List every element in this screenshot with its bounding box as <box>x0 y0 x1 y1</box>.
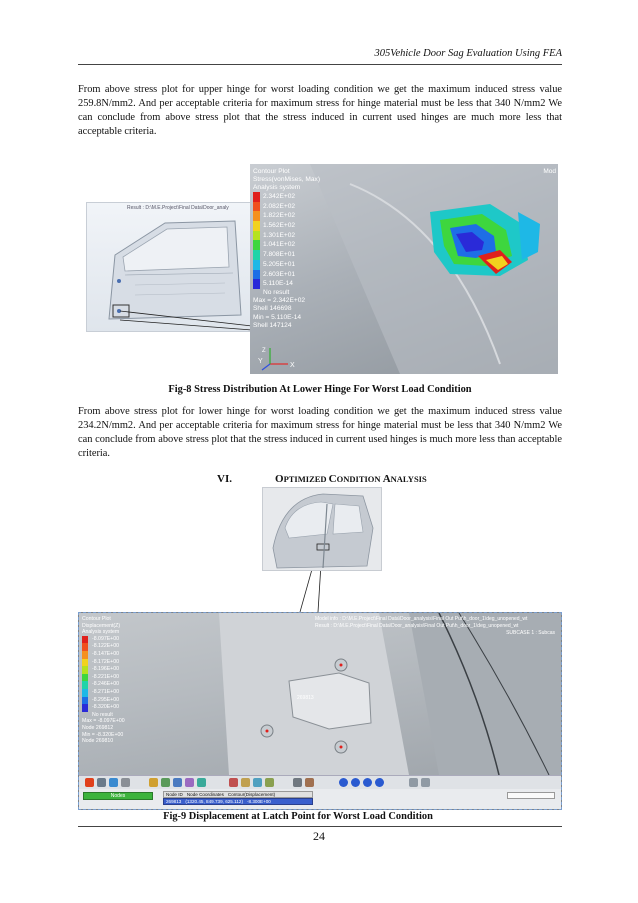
legend-level: 1.562E+02 <box>253 221 320 231</box>
legend-level: 2.082E+02 <box>253 202 320 212</box>
query-panel <box>79 789 561 810</box>
figure8-stress-contour <box>250 164 558 374</box>
legend-stat: Shell 146698 <box>253 305 292 313</box>
latch-contour-image <box>79 613 561 775</box>
query-options-field[interactable] <box>507 792 555 799</box>
clip-tool-icon[interactable] <box>293 778 302 787</box>
graphics-toolbar <box>79 775 561 789</box>
legend-stat: Min = 5.110E-14 <box>253 313 302 321</box>
legend-stat: Min = -8.320E+00 <box>82 731 124 738</box>
table-cell: 269813 <box>166 799 182 804</box>
vehicle-body-image <box>263 488 382 571</box>
legend-level: -8.221E+00 <box>82 674 125 682</box>
zoom-tool-icon[interactable] <box>185 778 194 787</box>
table-header-cell: Node ID <box>166 792 183 797</box>
mesh-mode-icon[interactable] <box>121 778 130 787</box>
result-info-line: Result : D:\M.E.Project\Final Data\Door_analysis\Final Out Put\h_door_1\deg_unopened_wt <box>315 623 519 629</box>
nodes-selector-button[interactable]: Nodes <box>83 792 153 800</box>
legend-level: -8.271E+00 <box>82 689 125 697</box>
legend-no-result: No result <box>92 711 113 718</box>
section-heading <box>217 473 427 485</box>
fit-view-icon[interactable] <box>197 778 206 787</box>
isometric-view-icon[interactable] <box>229 778 238 787</box>
axis-x-label: X <box>290 362 295 369</box>
figure8-door-view <box>86 202 252 332</box>
footer-rule <box>78 826 562 827</box>
figure8-caption: Fig-8 Stress Distribution At Lower Hinge For Worst Load Condition <box>168 384 472 395</box>
measure-tool-icon[interactable] <box>305 778 314 787</box>
legend-no-result: No result <box>263 288 290 296</box>
legend-level: -8.246E+00 <box>82 681 125 689</box>
export-image-icon[interactable] <box>421 778 430 787</box>
legend-level: -8.097E+00 <box>82 636 125 644</box>
section-title-part: PTIMIZED <box>283 474 329 484</box>
legend-title-1: Contour Plot <box>82 616 111 622</box>
running-head: 305Vehicle Door Sag Evaluation Using FEA <box>374 48 562 59</box>
animation-settings-icon[interactable] <box>409 778 418 787</box>
axis-triad-icon <box>256 344 296 372</box>
legend-level: -8.122E+00 <box>82 643 125 651</box>
latch-contour-viewport <box>79 613 561 775</box>
model-info-label: Mod <box>543 168 556 175</box>
legend-stat: Max = -8.097E+00 <box>82 718 125 725</box>
legend-level: 2.342E+02 <box>253 192 320 202</box>
header-rule <box>78 64 562 65</box>
wireframe-mode-icon[interactable] <box>109 778 118 787</box>
section-title-part: NALYSIS <box>390 474 427 484</box>
legend-stat: Node 269812 <box>82 724 114 731</box>
legend-title-3: Analysis system <box>253 184 301 191</box>
stress-legend <box>253 168 320 331</box>
section-number: VI. <box>217 473 232 485</box>
figure9-displacement-contour <box>78 612 562 810</box>
model-info-text <box>315 616 555 637</box>
legend-level: 1.301E+02 <box>253 231 320 241</box>
contour-mode-icon[interactable] <box>85 778 94 787</box>
figure9-body-view <box>262 487 382 571</box>
legend-level: 7.808E+01 <box>253 250 320 260</box>
table-cell: (1320.45, 849.739, 625.112) <box>185 799 243 804</box>
pan-tool-icon[interactable] <box>173 778 182 787</box>
legend-title-1: Contour Plot <box>253 168 290 175</box>
table-header <box>163 791 313 798</box>
step-forward-icon[interactable] <box>375 778 384 787</box>
legend-level: -8.172E+00 <box>82 659 125 667</box>
stop-animation-icon[interactable] <box>363 778 372 787</box>
section-title-part: O <box>275 473 284 485</box>
legend-stat: Node 269810 <box>82 738 114 745</box>
legend-title-2: Stress(vonMises, Max) <box>253 176 321 183</box>
model-info-line: Model info : D:\M.E.Project\Final Data\Door_analysis\Final Out Put\h_door_1\deg_unopened_wt <box>315 616 528 622</box>
legend-stat: Max = 2.342E+02 <box>253 296 306 304</box>
legend-level: -8.320E+00 <box>82 704 125 712</box>
paragraph-upper-hinge: From above stress plot for upper hinge for worst loading condition we get the maximum induced stress value 259.8N/mm2. And per acceptable criteria for maximum stress for hinge material must be less that 340 N/mm2 We can conclude from above stress plot that the stress induced in current used hinges are much more less that acceptable criteria. <box>78 84 562 137</box>
node-query-table <box>163 791 313 805</box>
select-tool-icon[interactable] <box>149 778 158 787</box>
page-number: 24 <box>313 829 325 843</box>
legend-level: -8.295E+00 <box>82 697 125 705</box>
legend-level: -8.196E+00 <box>82 666 125 674</box>
shaded-mode-icon[interactable] <box>97 778 106 787</box>
displacement-legend <box>82 616 125 745</box>
legend-level: -8.147E+00 <box>82 651 125 659</box>
legend-stat: Shell 147124 <box>253 322 292 330</box>
door-wireframe-image <box>95 215 245 325</box>
step-back-icon[interactable] <box>351 778 360 787</box>
figure9-caption: Fig-9 Displacement at Latch Point for Worst Load Condition <box>163 811 433 822</box>
legend-title-3: Analysis system <box>82 629 120 636</box>
node-id-label: 269813 <box>297 695 314 701</box>
table-header-cell: Contour(Displacement) <box>227 792 276 797</box>
side-view-icon[interactable] <box>253 778 262 787</box>
table-cell: -8.300E+00 <box>246 799 271 804</box>
legend-title-2: Displacement(Z) <box>82 622 121 629</box>
legend-level: 1.822E+02 <box>253 211 320 221</box>
axis-y-label: Y <box>258 358 263 365</box>
front-view-icon[interactable] <box>241 778 250 787</box>
table-row[interactable] <box>163 798 313 805</box>
axis-z-label: Z <box>262 348 266 354</box>
door-view-header: Result : D:\M.E.Project\Final Data\Door_analy <box>127 205 229 211</box>
subcase-info-line: SUBCASE 1 : Subcas <box>506 630 555 636</box>
play-animation-icon[interactable] <box>339 778 348 787</box>
legend-level: 5.110E-14 <box>253 279 320 289</box>
legend-level: 2.603E+01 <box>253 270 320 280</box>
paragraph-lower-hinge: From above stress plot for lower hinge for worst loading condition we get the maximum induced stress value 234.2N/mm2. And per acceptable criteria for maximum stress for hinge material must be less that 340 N/mm2 We can conclude from above stress plot that the stress induced in current used hinges is much more less than acceptable criteria. <box>78 406 562 459</box>
table-header-cell: Node Coordinates <box>186 792 224 797</box>
section-title-part: C <box>328 473 337 485</box>
legend-level: 1.041E+02 <box>253 240 320 250</box>
section-title-part: A <box>382 473 391 485</box>
top-view-icon[interactable] <box>265 778 274 787</box>
legend-level: 5.205E+01 <box>253 260 320 270</box>
section-title-part: ONDITION <box>336 474 383 484</box>
rotate-tool-icon[interactable] <box>161 778 170 787</box>
